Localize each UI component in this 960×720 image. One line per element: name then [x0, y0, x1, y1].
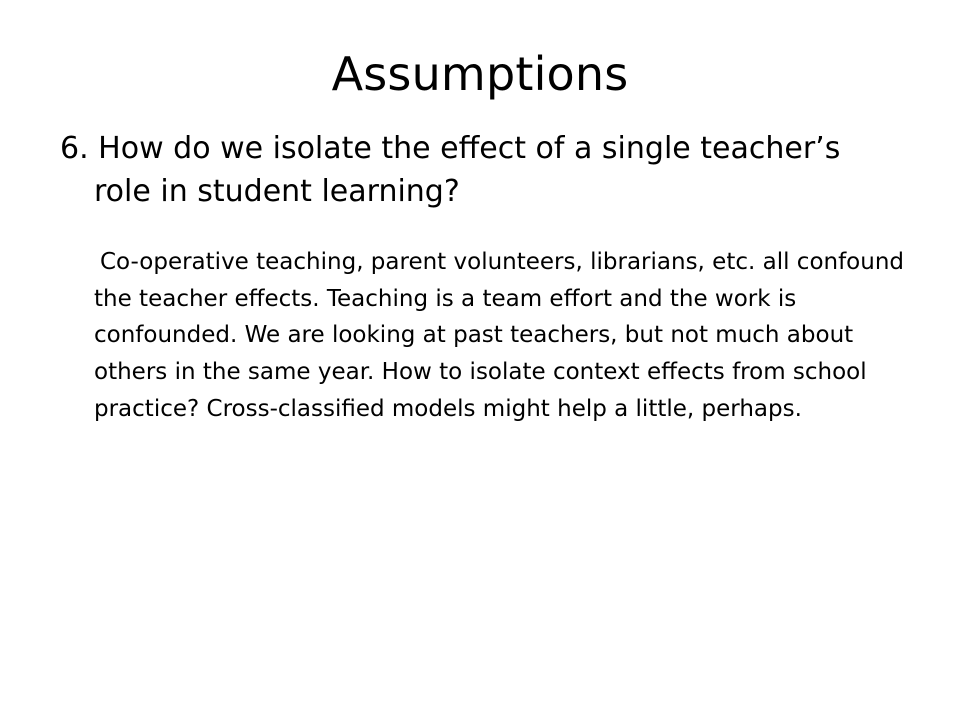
slide-title: Assumptions	[331, 47, 629, 101]
answer-text: Co-operative teaching, parent volunteers, librarians, etc. all confound the teacher effects. Teaching is a team effort and the work is confounded. We are looking at past teachers, but not much about others in the same year. How to isolate context effects from school practice? Cross-classified models might help a little, perhaps.	[94, 249, 905, 422]
question-text: 6. How do we isolate the effect of a single teacher’s role in student learning?	[60, 131, 841, 209]
